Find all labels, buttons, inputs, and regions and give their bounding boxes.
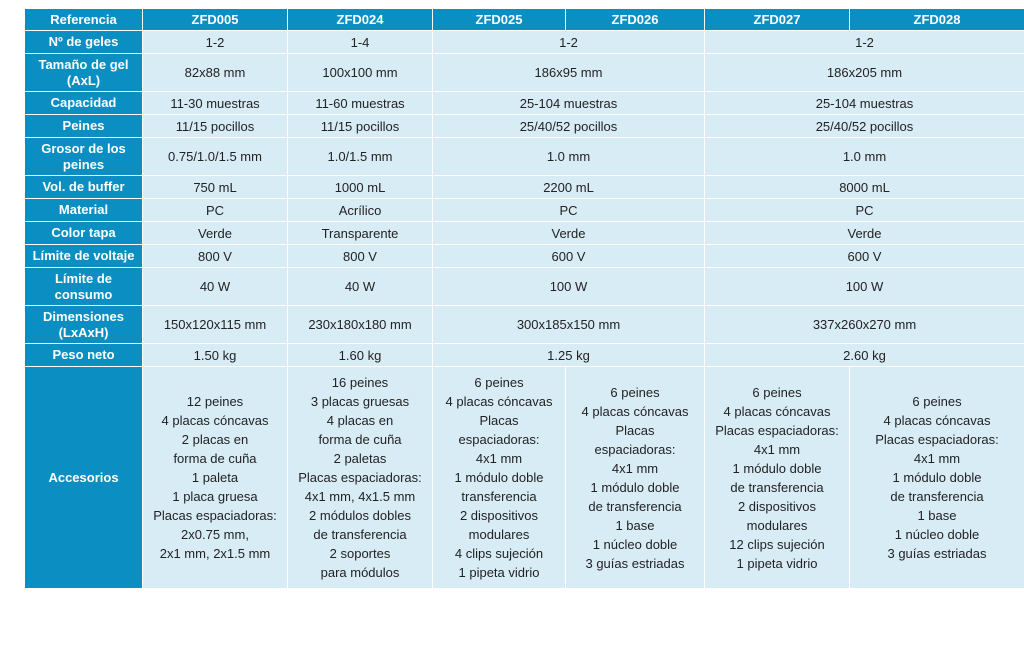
row-label: Accesorios <box>25 367 143 589</box>
cell-zfd025-026: 25-104 muestras <box>433 92 705 115</box>
row-label: Nº de geles <box>25 31 143 54</box>
row-label: Vol. de buffer <box>25 176 143 199</box>
row-label: Límite de consumo <box>25 268 143 306</box>
row-label: Color tapa <box>25 222 143 245</box>
cell-zfd025-026: 1.25 kg <box>433 344 705 367</box>
row-label: Material <box>25 199 143 222</box>
accesorios-zfd005: 12 peines 4 placas cóncavas 2 placas en forma de cuña 1 paleta 1 placa gruesa Placas espaciadoras: 2x0.75 mm, 2x1 mm, 2x1.5 mm <box>143 367 288 589</box>
row-label: Dimensiones (LxAxH) <box>25 306 143 344</box>
header-model-zfd005: ZFD005 <box>143 9 288 31</box>
cell-zfd005: 1.50 kg <box>143 344 288 367</box>
header-model-zfd027: ZFD027 <box>705 9 850 31</box>
row-label: Peso neto <box>25 344 143 367</box>
row-label: Límite de voltaje <box>25 245 143 268</box>
accesorios-zfd025: 6 peines 4 placas cóncavas Placas espaciadoras: 4x1 mm 1 módulo doble transferencia 2 dispositivos modulares 4 clips sujeción 1 pipeta vidrio <box>433 367 566 589</box>
cell-zfd024: 100x100 mm <box>288 54 433 92</box>
cell-zfd027-028: 1-2 <box>705 31 1024 54</box>
cell-zfd024: 40 W <box>288 268 433 306</box>
cell-zfd024: 1.0/1.5 mm <box>288 138 433 176</box>
cell-zfd027-028: 1.0 mm <box>705 138 1024 176</box>
cell-zfd025-026: 600 V <box>433 245 705 268</box>
cell-zfd005: 150x120x115 mm <box>143 306 288 344</box>
cell-zfd024: 800 V <box>288 245 433 268</box>
accesorios-zfd026: 6 peines 4 placas cóncavas Placas espaciadoras: 4x1 mm 1 módulo doble de transferencia 1 base 1 núcleo doble 3 guías estriadas <box>566 367 705 589</box>
header-model-zfd028: ZFD028 <box>850 9 1024 31</box>
cell-zfd027-028: 600 V <box>705 245 1024 268</box>
cell-zfd024: Transparente <box>288 222 433 245</box>
cell-zfd024: 1.60 kg <box>288 344 433 367</box>
table-row <box>25 199 1024 222</box>
cell-zfd024: Acrílico <box>288 199 433 222</box>
header-row <box>25 9 1024 31</box>
cell-zfd027-028: 25/40/52 pocillos <box>705 115 1024 138</box>
table-row <box>25 245 1024 268</box>
spec-table-wrapper <box>24 8 1024 589</box>
cell-zfd025-026: 2200 mL <box>433 176 705 199</box>
cell-zfd024: 11-60 muestras <box>288 92 433 115</box>
cell-zfd005: Verde <box>143 222 288 245</box>
header-model-zfd026: ZFD026 <box>566 9 705 31</box>
header-model-zfd024: ZFD024 <box>288 9 433 31</box>
cell-zfd005: 11-30 muestras <box>143 92 288 115</box>
header-model-zfd025: ZFD025 <box>433 9 566 31</box>
spec-table <box>24 8 1024 589</box>
cell-zfd027-028: 25-104 muestras <box>705 92 1024 115</box>
cell-zfd025-026: 186x95 mm <box>433 54 705 92</box>
cell-zfd024: 1-4 <box>288 31 433 54</box>
cell-zfd005: PC <box>143 199 288 222</box>
cell-zfd027-028: 8000 mL <box>705 176 1024 199</box>
table-row <box>25 344 1024 367</box>
cell-zfd027-028: 337x260x270 mm <box>705 306 1024 344</box>
cell-zfd005: 0.75/1.0/1.5 mm <box>143 138 288 176</box>
cell-zfd027-028: 100 W <box>705 268 1024 306</box>
cell-zfd025-026: 1-2 <box>433 31 705 54</box>
table-row <box>25 115 1024 138</box>
cell-zfd025-026: PC <box>433 199 705 222</box>
cell-zfd005: 11/15 pocillos <box>143 115 288 138</box>
cell-zfd005: 82x88 mm <box>143 54 288 92</box>
cell-zfd025-026: Verde <box>433 222 705 245</box>
cell-zfd027-028: Verde <box>705 222 1024 245</box>
cell-zfd025-026: 300x185x150 mm <box>433 306 705 344</box>
table-row <box>25 222 1024 245</box>
table-row <box>25 92 1024 115</box>
table-row <box>25 138 1024 176</box>
table-row <box>25 176 1024 199</box>
table-row-accesorios <box>25 367 1024 589</box>
accesorios-zfd028: 6 peines 4 placas cóncavas Placas espaciadoras: 4x1 mm 1 módulo doble de transferencia 1 base 1 núcleo doble 3 guías estriadas <box>850 367 1024 589</box>
header-label: Referencia <box>25 9 143 31</box>
cell-zfd005: 800 V <box>143 245 288 268</box>
cell-zfd005: 1-2 <box>143 31 288 54</box>
row-label: Peines <box>25 115 143 138</box>
row-label: Capacidad <box>25 92 143 115</box>
cell-zfd025-026: 25/40/52 pocillos <box>433 115 705 138</box>
cell-zfd005: 750 mL <box>143 176 288 199</box>
cell-zfd025-026: 1.0 mm <box>433 138 705 176</box>
cell-zfd024: 11/15 pocillos <box>288 115 433 138</box>
cell-zfd025-026: 100 W <box>433 268 705 306</box>
cell-zfd027-028: 186x205 mm <box>705 54 1024 92</box>
table-row <box>25 268 1024 306</box>
cell-zfd005: 40 W <box>143 268 288 306</box>
cell-zfd024: 1000 mL <box>288 176 433 199</box>
row-label: Tamaño de gel (AxL) <box>25 54 143 92</box>
table-row <box>25 54 1024 92</box>
row-label: Grosor de los peines <box>25 138 143 176</box>
accesorios-zfd027: 6 peines 4 placas cóncavas Placas espaciadoras: 4x1 mm 1 módulo doble de transferencia 2 dispositivos modulares 12 clips sujeción 1 pipeta vidrio <box>705 367 850 589</box>
cell-zfd024: 230x180x180 mm <box>288 306 433 344</box>
table-row <box>25 31 1024 54</box>
cell-zfd027-028: 2.60 kg <box>705 344 1024 367</box>
cell-zfd027-028: PC <box>705 199 1024 222</box>
accesorios-zfd024: 16 peines 3 placas gruesas 4 placas en forma de cuña 2 paletas Placas espaciadoras: 4x1 mm, 4x1.5 mm 2 módulos dobles de transferencia 2 soportes para módulos <box>288 367 433 589</box>
table-row <box>25 306 1024 344</box>
